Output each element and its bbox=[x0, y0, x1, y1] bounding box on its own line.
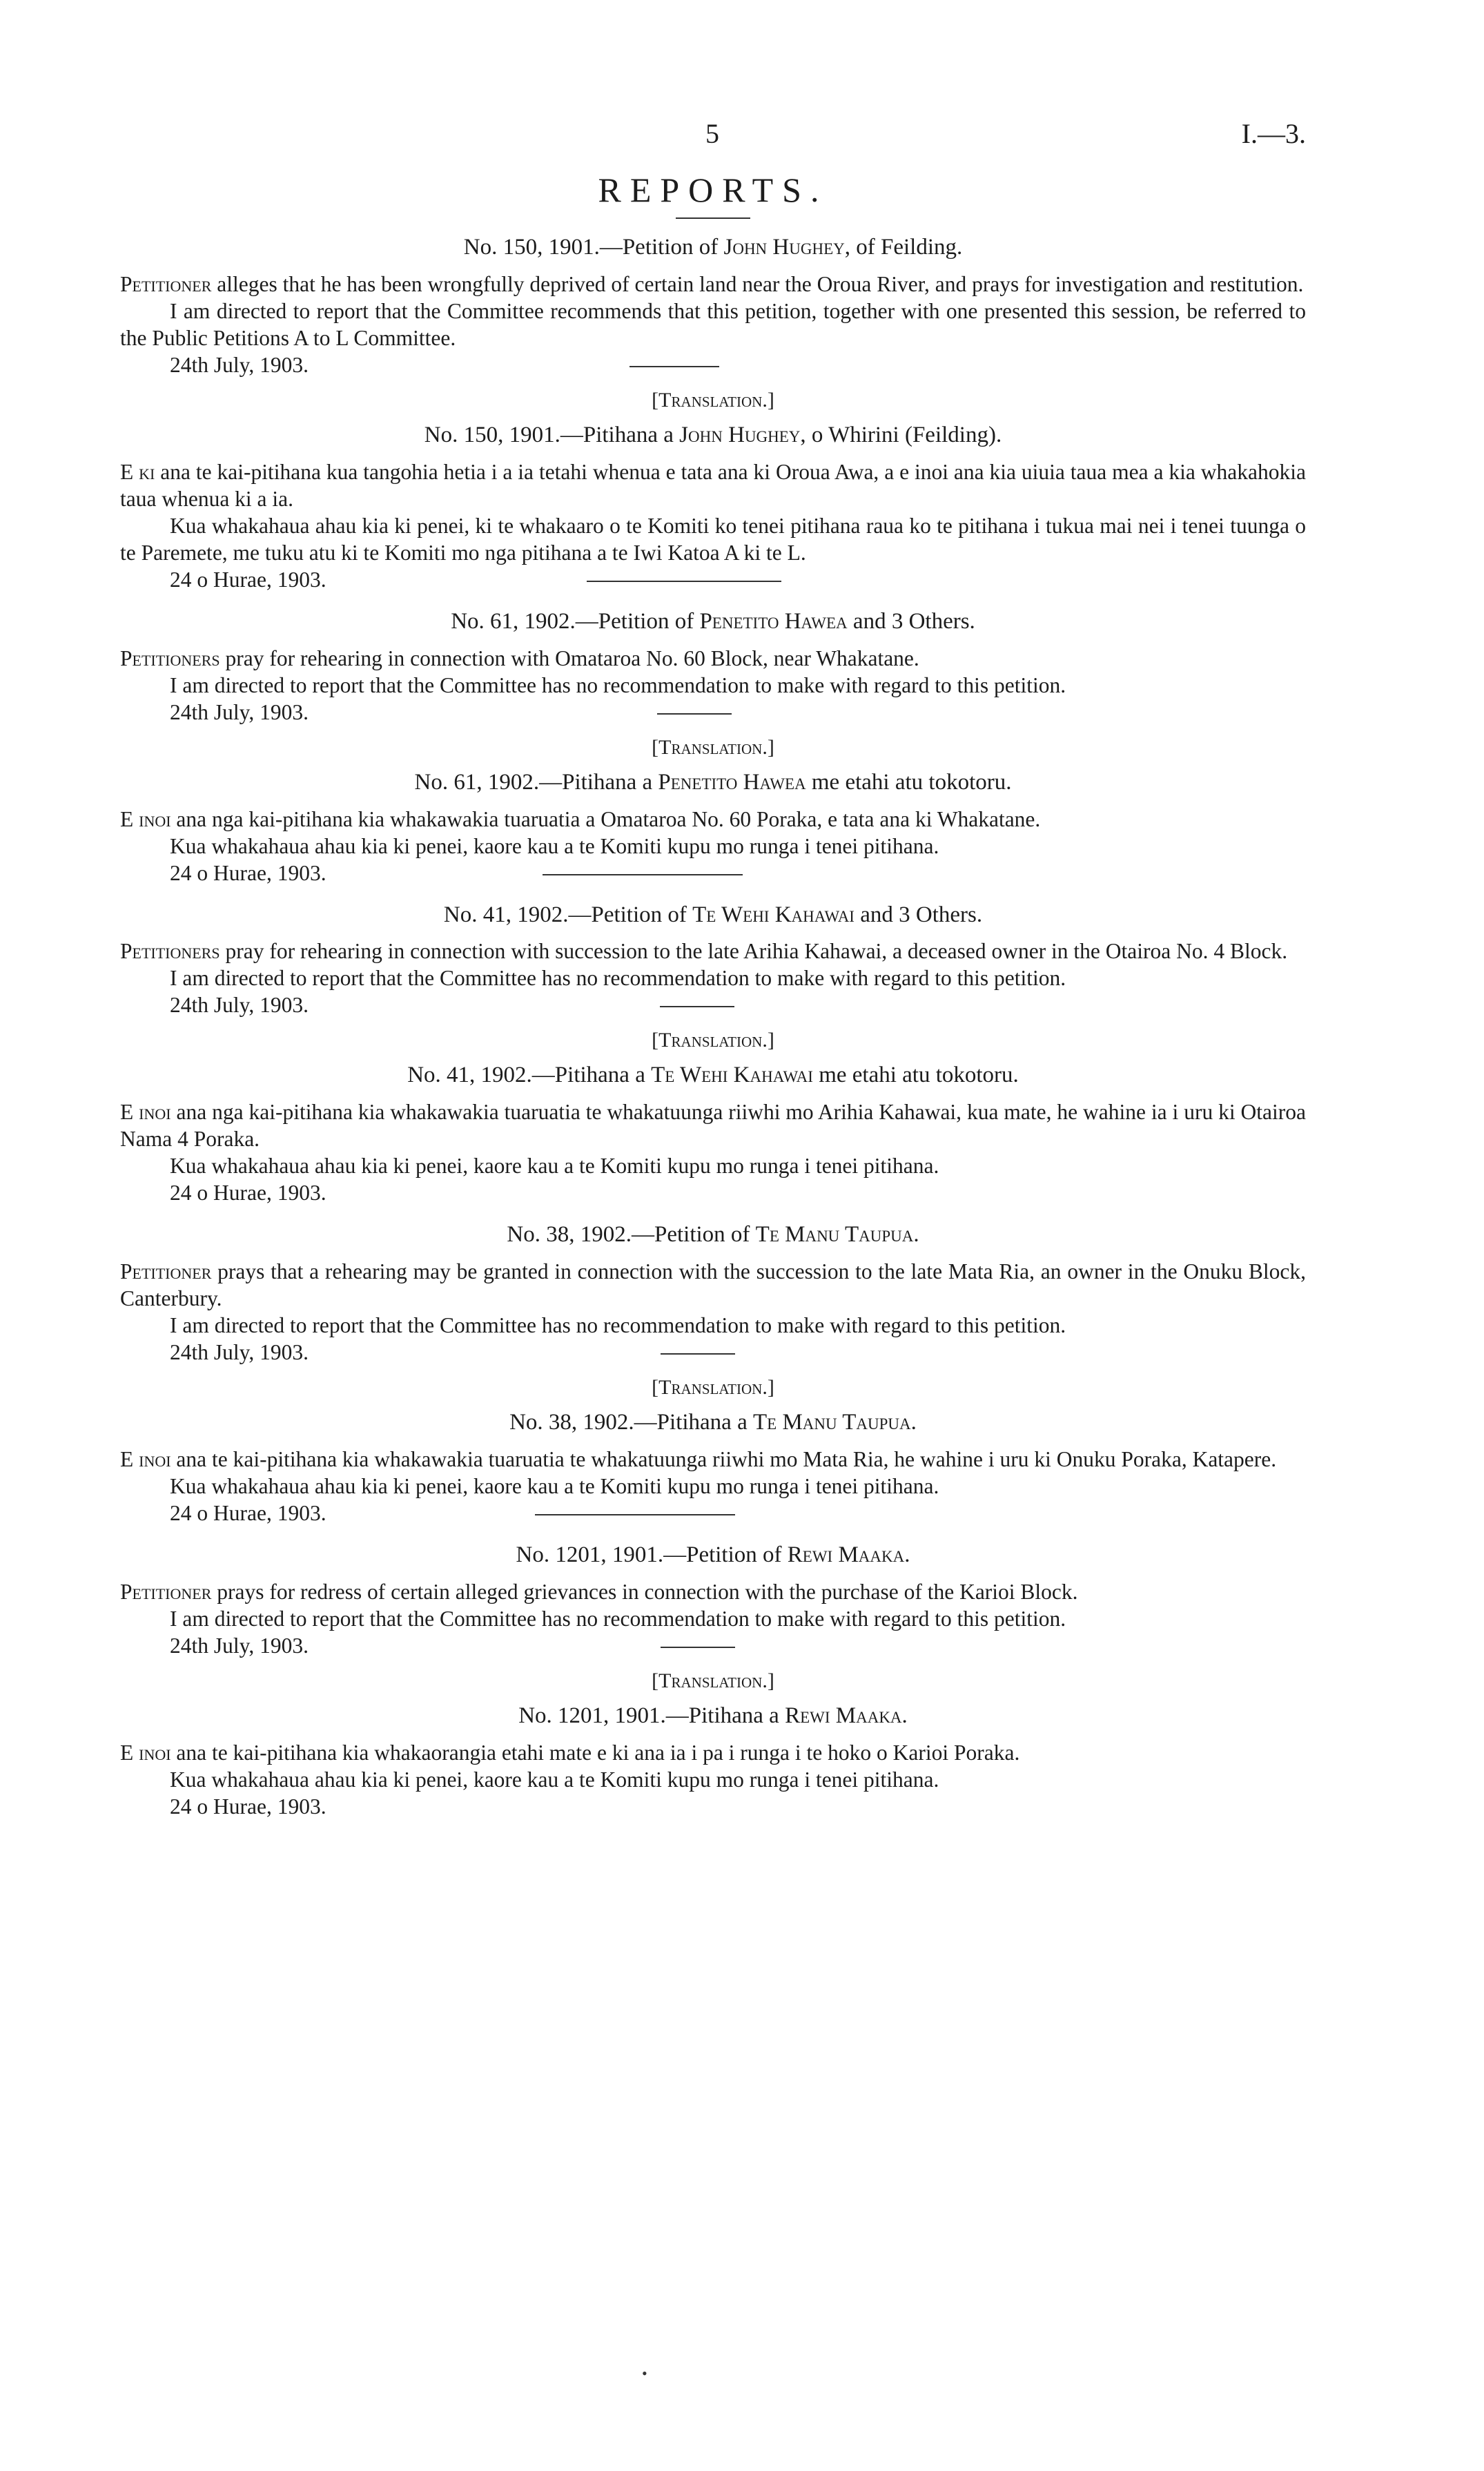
lead-word: Petitioner bbox=[120, 1580, 212, 1605]
lead-word: Petitioners bbox=[120, 646, 220, 670]
translation-label bbox=[120, 1667, 1306, 1694]
translation-label bbox=[120, 1374, 1306, 1401]
paragraph-text: ana te kai-pitihana kua tangohia hetia i a ia tetahi whenua e tata ana ki Oroua Awa, a e inoi ana kia uiuia taua mea a kia whakahokia taua whenua ki a ia. bbox=[120, 459, 1306, 511]
bracket-open: [ bbox=[652, 1669, 659, 1693]
date-line bbox=[120, 860, 1306, 886]
section-rule bbox=[543, 874, 743, 875]
petition-entry bbox=[120, 1540, 1306, 1820]
petition-heading bbox=[120, 1540, 1306, 1570]
section-rule bbox=[657, 713, 732, 715]
heading-suffix: me etahi atu tokotoru. bbox=[806, 769, 1012, 795]
body-paragraph bbox=[120, 672, 1306, 699]
petition-entry bbox=[120, 900, 1306, 1207]
date-text: 24 o Hurae, 1903. bbox=[170, 567, 326, 592]
petitioner-name: Rewi Maaka bbox=[785, 1703, 902, 1729]
section-rule bbox=[661, 1353, 735, 1355]
lead-word: E inoi bbox=[120, 806, 171, 831]
body-paragraph bbox=[120, 1312, 1306, 1339]
petition-heading bbox=[120, 900, 1306, 930]
heading-prefix: No. 38, 1902.—Pitihana a bbox=[509, 1410, 753, 1435]
paragraph-text: Kua whakahaua ahau kia ki penei, kaore kau a te Komiti kupu mo runga i tenei pitihana. bbox=[170, 1154, 939, 1179]
lead-word: E ki bbox=[120, 459, 155, 484]
petitioner-name: Penetito Hawea bbox=[699, 608, 848, 634]
body-paragraph bbox=[120, 1473, 1306, 1500]
heading-prefix: No. 1201, 1901.—Petition of bbox=[516, 1542, 788, 1568]
title-rule bbox=[676, 217, 750, 219]
lead-word: E inoi bbox=[120, 1100, 171, 1125]
petitioner-name: Te Manu Taupua bbox=[752, 1410, 911, 1435]
paragraph-text: pray for rehearing in connection with Omataroa No. 60 Block, near Whakatane. bbox=[219, 646, 919, 670]
date-line bbox=[120, 1339, 1306, 1366]
petition-entry bbox=[120, 233, 1306, 593]
lead-word: E inoi bbox=[120, 1740, 171, 1765]
body-paragraph bbox=[120, 833, 1306, 860]
date-text: 24th July, 1903. bbox=[170, 993, 309, 1018]
heading-prefix: No. 150, 1901.—Petition of bbox=[463, 235, 724, 260]
paragraph-text: ana te kai-pitihana kia whakawakia tuaruatia te whakatuunga riiwhi mo Mata Ria, he wahine i uru ki Onuku Poraka, Katapere. bbox=[170, 1447, 1277, 1472]
section-rule bbox=[629, 366, 719, 367]
body-paragraph bbox=[120, 645, 1306, 672]
bracket-close: .] bbox=[762, 1669, 774, 1693]
paragraph-text: Kua whakahaua ahau kia ki penei, kaore kau a te Komiti kupu mo runga i tenei pitihana. bbox=[170, 833, 939, 858]
date-line bbox=[120, 1793, 1306, 1820]
heading-prefix: No. 150, 1901.—Pitihana a bbox=[424, 422, 680, 447]
document-reference: I.—3. bbox=[1241, 118, 1306, 149]
translation-heading bbox=[120, 1701, 1306, 1731]
bracket-open: [ bbox=[652, 1029, 659, 1052]
paragraph-text: Kua whakahaua ahau kia ki penei, ki te whakaaro o te Komiti ko tenei pitihana raua ko te pitihana i tukua mai nei i tenei tuunga o te Paremete, me tuku atu ki te Komiti mo nga pitihana a te Iwi Katoa A ki te L. bbox=[120, 513, 1306, 565]
paragraph-text: I am directed to report that the Committee has no recommendation to make with regard to this petition. bbox=[170, 966, 1066, 991]
heading-suffix: me etahi atu tokotoru. bbox=[812, 1063, 1019, 1088]
petitioner-name: Te Wehi Kahawai bbox=[692, 902, 855, 927]
date-line bbox=[120, 1632, 1306, 1659]
document-page bbox=[120, 104, 1306, 1820]
heading-prefix: No. 61, 1902.—Pitihana a bbox=[414, 769, 658, 795]
body-paragraph bbox=[120, 512, 1306, 566]
petitioner-name: Te Wehi Kahawai bbox=[651, 1063, 813, 1088]
page-header bbox=[120, 104, 1306, 152]
body-paragraph bbox=[120, 298, 1306, 351]
heading-suffix: , of Feilding. bbox=[844, 235, 963, 260]
petitioner-name: John Hughey bbox=[723, 235, 845, 260]
petitioner-name: Te Manu Taupua bbox=[755, 1222, 914, 1248]
date-line bbox=[120, 566, 1306, 593]
body-paragraph bbox=[120, 1578, 1306, 1605]
bracket-close: .] bbox=[762, 1376, 774, 1399]
translation-word: Translation bbox=[658, 388, 763, 411]
paragraph-text: pray for rehearing in connection with succession to the late Arihia Kahawai, a deceased owner in the Otairoa No. 4 Block. bbox=[219, 939, 1288, 964]
date-text: 24 o Hurae, 1903. bbox=[170, 1181, 326, 1205]
section-rule bbox=[661, 1647, 735, 1648]
heading-suffix: and 3 Others. bbox=[847, 608, 975, 634]
lead-word: Petitioner bbox=[120, 1259, 212, 1284]
section-rule bbox=[660, 1006, 734, 1007]
petition-heading bbox=[120, 233, 1306, 262]
bottom-mark: • bbox=[642, 2365, 647, 2382]
paragraph-text: ana nga kai-pitihana kia whakawakia tuaruatia a Omataroa No. 60 Poraka, e tata ana ki Whakatane. bbox=[170, 806, 1041, 831]
translation-heading bbox=[120, 1060, 1306, 1090]
bracket-open: [ bbox=[652, 1376, 659, 1399]
petition-entry bbox=[120, 607, 1306, 886]
section-rule bbox=[587, 581, 781, 582]
date-line bbox=[120, 991, 1306, 1018]
bracket-open: [ bbox=[652, 388, 659, 411]
date-text: 24 o Hurae, 1903. bbox=[170, 860, 326, 885]
translation-label bbox=[120, 734, 1306, 761]
heading-suffix: . bbox=[901, 1703, 908, 1729]
body-paragraph bbox=[120, 271, 1306, 298]
paragraph-text: I am directed to report that the Committee has no recommendation to make with regard to this petition. bbox=[170, 672, 1066, 697]
body-paragraph bbox=[120, 965, 1306, 991]
translation-word: Translation bbox=[658, 1029, 763, 1052]
petitioner-name: Rewi Maaka bbox=[787, 1542, 905, 1568]
paragraph-text: I am directed to report that the Committee has no recommendation to make with regard to this petition. bbox=[170, 1607, 1066, 1631]
date-text: 24 o Hurae, 1903. bbox=[170, 1794, 326, 1819]
date-text: 24th July, 1903. bbox=[170, 1634, 309, 1658]
bracket-close: .] bbox=[762, 1029, 774, 1052]
body-paragraph bbox=[120, 1152, 1306, 1179]
date-line bbox=[120, 1500, 1306, 1527]
body-paragraph bbox=[120, 938, 1306, 965]
translation-heading bbox=[120, 420, 1306, 450]
heading-suffix: and 3 Others. bbox=[854, 902, 983, 927]
paragraph-text: alleges that he has been wrongfully deprived of certain land near the Oroua River, and prays for investigation and restitution. bbox=[211, 271, 1304, 296]
heading-suffix: . bbox=[910, 1410, 917, 1435]
heading-prefix: No. 38, 1902.—Petition of bbox=[507, 1222, 756, 1248]
petition-entry bbox=[120, 1220, 1306, 1527]
paragraph-text: prays that a rehearing may be granted in connection with the succession to the late Mata Ria, an owner in the Onuku Block, Canterbury. bbox=[120, 1259, 1306, 1311]
date-text: 24th July, 1903. bbox=[170, 699, 309, 724]
page-number: 5 bbox=[705, 118, 719, 149]
heading-prefix: No. 61, 1902.—Petition of bbox=[451, 608, 700, 634]
petition-heading bbox=[120, 1220, 1306, 1250]
heading-prefix: No. 41, 1902.—Petition of bbox=[443, 902, 693, 927]
petitioner-name: John Hughey bbox=[679, 422, 801, 447]
translation-heading bbox=[120, 1408, 1306, 1437]
date-line bbox=[120, 351, 1306, 378]
body-paragraph bbox=[120, 458, 1306, 512]
paragraph-text: I am directed to report that the Committee has no recommendation to make with regard to this petition. bbox=[170, 1313, 1066, 1338]
bracket-close: .] bbox=[762, 388, 774, 411]
heading-prefix: No. 41, 1902.—Pitihana a bbox=[407, 1063, 652, 1088]
date-text: 24th July, 1903. bbox=[170, 1340, 309, 1365]
body-paragraph bbox=[120, 806, 1306, 833]
lead-word: E inoi bbox=[120, 1447, 171, 1472]
body-paragraph bbox=[120, 1766, 1306, 1793]
section-rule bbox=[535, 1514, 735, 1515]
date-line bbox=[120, 1179, 1306, 1206]
lead-word: Petitioners bbox=[120, 939, 220, 964]
bracket-open: [ bbox=[652, 735, 659, 759]
date-line bbox=[120, 699, 1306, 726]
petitioner-name: Penetito Hawea bbox=[658, 769, 806, 795]
body-paragraph bbox=[120, 1258, 1306, 1312]
heading-suffix: , o Whirini (Feilding). bbox=[800, 422, 1002, 447]
heading-suffix: . bbox=[904, 1542, 910, 1568]
body-paragraph bbox=[120, 1098, 1306, 1152]
paragraph-text: Kua whakahaua ahau kia ki penei, kaore kau a te Komiti kupu mo runga i tenei pitihana. bbox=[170, 1767, 939, 1792]
paragraph-text: Kua whakahaua ahau kia ki penei, kaore kau a te Komiti kupu mo runga i tenei pitihana. bbox=[170, 1474, 939, 1499]
body-paragraph bbox=[120, 1446, 1306, 1473]
body-paragraph bbox=[120, 1605, 1306, 1632]
translation-label bbox=[120, 387, 1306, 414]
date-text: 24 o Hurae, 1903. bbox=[170, 1501, 326, 1526]
heading-suffix: . bbox=[913, 1222, 919, 1248]
paragraph-text: ana te kai-pitihana kia whakaorangia etahi mate e ki ana ia i pa i runga i te hoko o Karioi Poraka. bbox=[170, 1740, 1020, 1765]
paragraph-text: prays for redress of certain alleged grievances in connection with the purchase of the Karioi Block. bbox=[211, 1580, 1078, 1605]
translation-label bbox=[120, 1027, 1306, 1054]
translation-word: Translation bbox=[658, 1376, 763, 1399]
petition-heading bbox=[120, 607, 1306, 637]
bracket-close: .] bbox=[762, 735, 774, 759]
date-text: 24th July, 1903. bbox=[170, 352, 309, 377]
petition-list bbox=[120, 233, 1306, 1820]
heading-prefix: No. 1201, 1901.—Pitihana a bbox=[518, 1703, 785, 1729]
paragraph-text: ana nga kai-pitihana kia whakawakia tuaruatia te whakatuunga riiwhi mo Arihia Kahawai, kua mate, he wahine ia i uru ki Otairoa Nama 4 Poraka. bbox=[120, 1100, 1306, 1152]
reports-title: REPORTS. bbox=[598, 171, 828, 209]
paragraph-text: I am directed to report that the Committee recommends that this petition, together with one presented this session, be referred to the Public Petitions A to L Committee. bbox=[120, 298, 1306, 350]
lead-word: Petitioner bbox=[120, 271, 212, 296]
translation-heading bbox=[120, 768, 1306, 797]
translation-word: Translation bbox=[658, 735, 763, 759]
translation-word: Translation bbox=[658, 1669, 763, 1693]
body-paragraph bbox=[120, 1739, 1306, 1766]
